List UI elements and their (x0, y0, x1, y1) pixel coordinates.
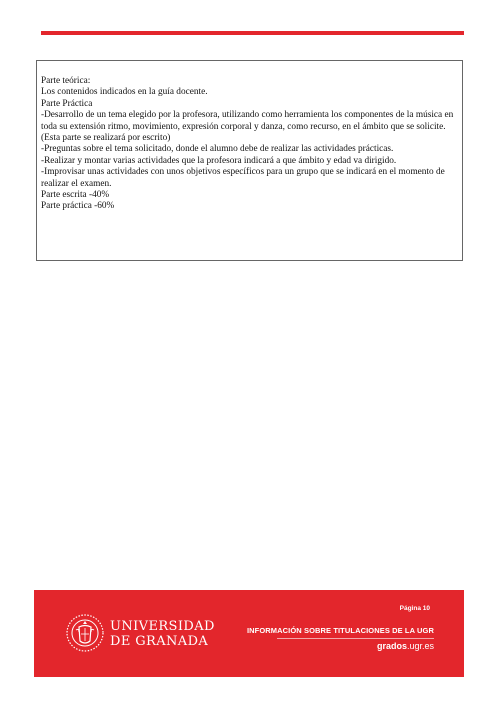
url-bold-part: grados (376, 641, 407, 651)
content-line: Los contenidos indicados en la guía docente. (41, 87, 208, 98)
grados-url-link[interactable] (377, 641, 434, 651)
content-line: Parte escrita -40% (41, 190, 110, 201)
url-rest-part: .ugr.es (406, 641, 434, 651)
ugr-seal-icon (65, 610, 105, 656)
content-line: Parte teórica: (41, 76, 91, 86)
content-line: -Improvisar unas actividades con unos objetivos específicos para un grupo que se indicará en el momento de realizar el examen. (41, 167, 445, 189)
content-line: -Realizar y montar varias actividades que la profesora indicará a que ámbito y edad va dirigido. (41, 155, 397, 166)
university-name-line2: DE GRANADA (110, 634, 209, 649)
content-line: -Preguntas sobre el tema solicitado, donde el alumno debe de realizar las actividades prácticas. (41, 144, 394, 155)
content-line: -Desarrollo de un tema elegido por la profesora, utilizando como herramienta los componentes de la música en toda su extensión ritmo, movimiento, expresión corporal y danza, como recurso, en el ámbito que se solicite. (Esta parte se realizará por escrito) (41, 110, 454, 144)
page-number: Página 10 (399, 605, 430, 612)
content-line: Parte Práctica (41, 98, 93, 109)
university-name-line1: UNIVERSIDAD (110, 619, 215, 634)
footer-banner (34, 590, 464, 677)
evaluation-content-box (36, 60, 463, 261)
header-rule (41, 31, 464, 35)
info-title: INFORMACIÓN SOBRE TITULACIONES DE LA UGR (246, 626, 434, 635)
university-name (110, 619, 215, 649)
info-divider (277, 638, 434, 639)
content-line: Parte práctica -60% (41, 201, 115, 212)
